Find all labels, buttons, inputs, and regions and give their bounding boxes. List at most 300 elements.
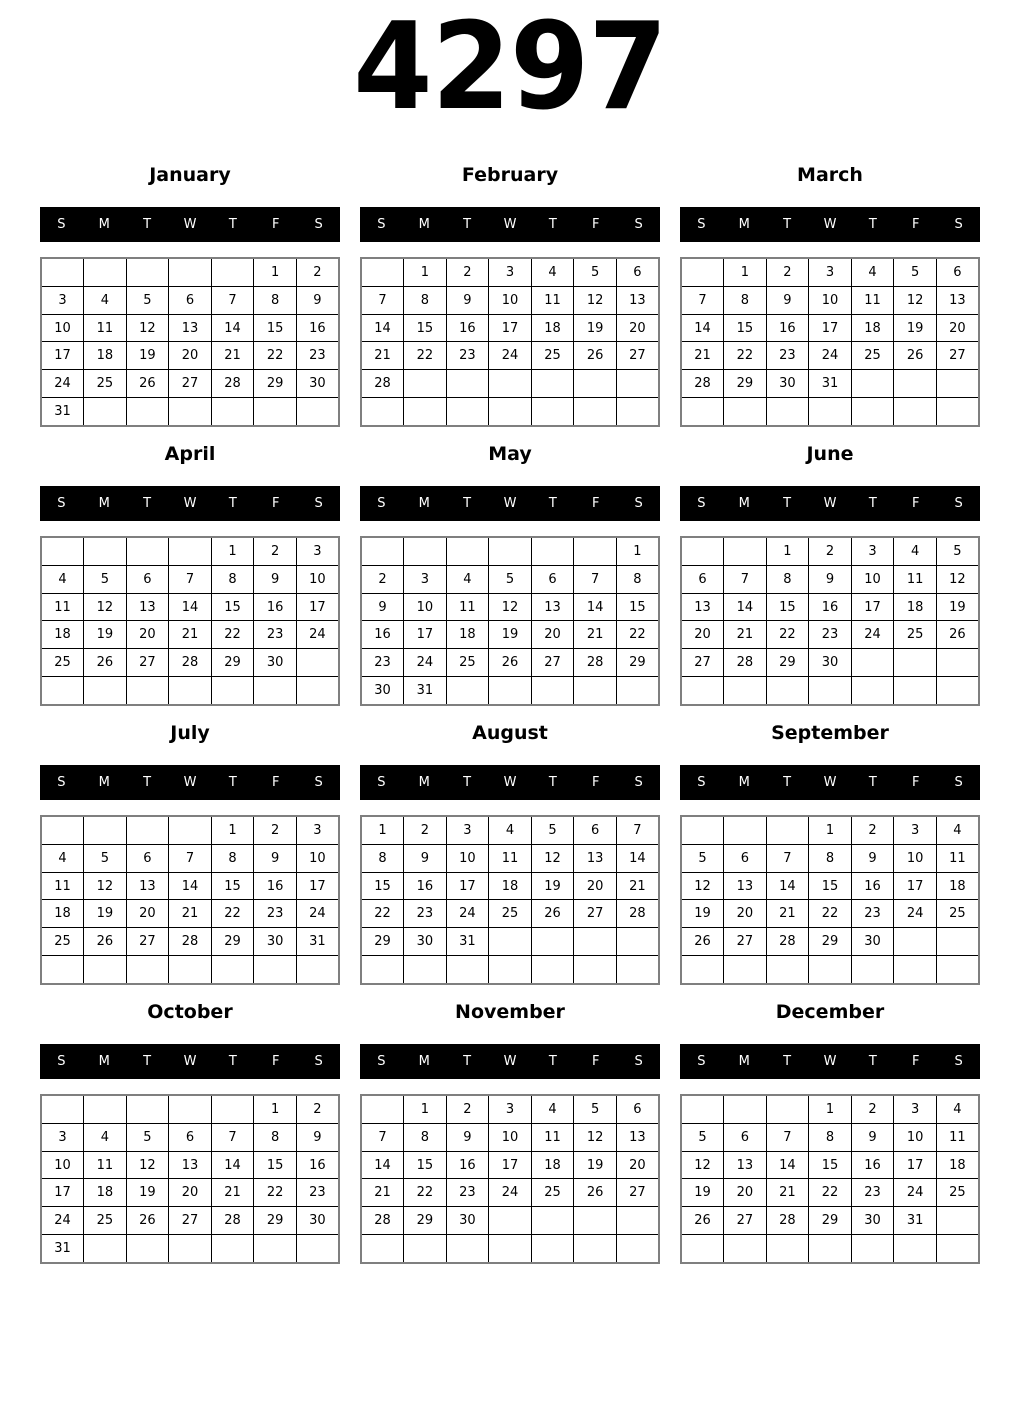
empty-day-cell <box>616 1207 659 1235</box>
day-cell: 17 <box>809 314 852 342</box>
day-cell: 2 <box>851 816 894 844</box>
weekday-label: W <box>183 1054 197 1069</box>
day-cell: 19 <box>574 314 617 342</box>
weekday-label: T <box>463 775 472 790</box>
day-cell: 25 <box>894 621 937 649</box>
week-row <box>41 258 339 286</box>
empty-day-cell <box>211 258 254 286</box>
day-cell: 4 <box>851 258 894 286</box>
day-cell: 12 <box>126 1151 169 1179</box>
weekday-label: W <box>183 496 197 511</box>
day-cell: 9 <box>254 844 297 872</box>
empty-day-cell <box>489 1207 532 1235</box>
empty-day-cell <box>531 677 574 705</box>
week-row <box>681 1151 979 1179</box>
day-cell: 7 <box>574 565 617 593</box>
weekday-label: S <box>314 496 323 511</box>
month-day-grid-body <box>361 1095 659 1263</box>
empty-day-cell <box>41 956 84 984</box>
day-cell: 5 <box>936 537 979 565</box>
day-cell: 24 <box>894 900 937 928</box>
week-row <box>41 537 339 565</box>
day-cell: 21 <box>574 621 617 649</box>
empty-day-cell <box>296 398 339 426</box>
week-row <box>361 565 659 593</box>
week-row <box>361 872 659 900</box>
day-cell: 3 <box>296 537 339 565</box>
day-cell: 31 <box>446 928 489 956</box>
week-row <box>361 342 659 370</box>
day-cell: 22 <box>211 900 254 928</box>
day-cell: 17 <box>296 872 339 900</box>
day-cell: 7 <box>211 1123 254 1151</box>
week-row <box>361 1207 659 1235</box>
month-day-grid <box>360 815 660 985</box>
day-cell: 6 <box>169 286 212 314</box>
day-cell: 3 <box>894 816 937 844</box>
weekday-label: T <box>548 775 557 790</box>
empty-day-cell <box>894 649 937 677</box>
day-cell: 29 <box>809 928 852 956</box>
day-cell: 6 <box>616 1095 659 1123</box>
day-cell: 7 <box>361 1123 404 1151</box>
week-row <box>41 370 339 398</box>
day-cell: 30 <box>851 1207 894 1235</box>
weekday-label: S <box>954 775 963 790</box>
empty-day-cell <box>446 398 489 426</box>
empty-day-cell <box>489 537 532 565</box>
day-cell: 30 <box>254 928 297 956</box>
month-day-grid-body <box>41 1095 339 1263</box>
day-cell: 17 <box>41 1179 84 1207</box>
week-row <box>361 286 659 314</box>
day-cell: 3 <box>446 816 489 844</box>
weekday-label: S <box>314 775 323 790</box>
day-cell: 4 <box>41 565 84 593</box>
weekday-label: F <box>911 496 920 511</box>
day-cell: 19 <box>574 1151 617 1179</box>
day-cell: 25 <box>489 900 532 928</box>
empty-day-cell <box>126 398 169 426</box>
day-cell: 10 <box>809 286 852 314</box>
day-cell: 23 <box>254 621 297 649</box>
day-cell: 1 <box>724 258 767 286</box>
day-cell: 25 <box>84 1207 127 1235</box>
day-cell: 7 <box>169 844 212 872</box>
day-cell: 16 <box>809 593 852 621</box>
day-cell: 30 <box>766 370 809 398</box>
day-cell: 15 <box>211 593 254 621</box>
day-cell: 20 <box>936 314 979 342</box>
empty-day-cell <box>766 398 809 426</box>
day-cell: 13 <box>531 593 574 621</box>
day-cell: 26 <box>936 621 979 649</box>
weekday-label: S <box>634 217 643 232</box>
weekday-header-row <box>360 765 660 800</box>
day-cell: 24 <box>296 621 339 649</box>
day-cell: 18 <box>41 621 84 649</box>
month-title: July <box>170 722 210 744</box>
empty-day-cell <box>296 677 339 705</box>
empty-day-cell <box>211 398 254 426</box>
day-cell: 25 <box>84 370 127 398</box>
weekday-label: S <box>634 1054 643 1069</box>
day-cell: 27 <box>936 342 979 370</box>
day-cell: 10 <box>296 565 339 593</box>
weekday-label: M <box>418 496 430 511</box>
week-row <box>681 1123 979 1151</box>
day-cell: 13 <box>574 844 617 872</box>
empty-day-cell <box>531 398 574 426</box>
day-cell: 1 <box>211 537 254 565</box>
week-row <box>41 900 339 928</box>
month-day-grid <box>680 815 980 985</box>
month-section <box>680 706 980 985</box>
day-cell: 28 <box>211 1207 254 1235</box>
week-row <box>41 1207 339 1235</box>
day-cell: 27 <box>126 649 169 677</box>
day-cell: 11 <box>41 593 84 621</box>
day-cell: 11 <box>489 844 532 872</box>
empty-day-cell <box>574 370 617 398</box>
day-cell: 4 <box>936 1095 979 1123</box>
day-cell: 18 <box>41 900 84 928</box>
day-cell: 28 <box>211 370 254 398</box>
empty-day-cell <box>894 398 937 426</box>
day-cell: 16 <box>446 314 489 342</box>
empty-day-cell <box>936 649 979 677</box>
day-cell: 20 <box>724 900 767 928</box>
week-row <box>361 677 659 705</box>
day-cell: 9 <box>446 286 489 314</box>
day-cell: 21 <box>361 342 404 370</box>
empty-day-cell <box>766 956 809 984</box>
month-day-grid-body <box>681 816 979 984</box>
day-cell: 19 <box>531 872 574 900</box>
empty-day-cell <box>126 258 169 286</box>
day-cell: 27 <box>724 928 767 956</box>
day-cell: 11 <box>84 1151 127 1179</box>
weekday-header-row <box>680 207 980 242</box>
day-cell: 26 <box>84 649 127 677</box>
day-cell: 29 <box>361 928 404 956</box>
day-cell: 1 <box>211 816 254 844</box>
empty-day-cell <box>169 956 212 984</box>
weekday-label: S <box>697 217 706 232</box>
day-cell: 11 <box>531 1123 574 1151</box>
day-cell: 31 <box>296 928 339 956</box>
empty-day-cell <box>531 928 574 956</box>
day-cell: 26 <box>574 342 617 370</box>
empty-day-cell <box>84 398 127 426</box>
day-cell: 21 <box>361 1179 404 1207</box>
empty-day-cell <box>766 677 809 705</box>
empty-day-cell <box>126 677 169 705</box>
day-cell: 15 <box>809 1151 852 1179</box>
week-row <box>681 1235 979 1263</box>
day-cell: 15 <box>361 872 404 900</box>
empty-day-cell <box>169 1235 212 1263</box>
empty-day-cell <box>41 258 84 286</box>
day-cell: 1 <box>254 1095 297 1123</box>
weekday-label: F <box>591 775 600 790</box>
empty-day-cell <box>724 1235 767 1263</box>
day-cell: 6 <box>681 565 724 593</box>
day-cell: 24 <box>404 649 447 677</box>
day-cell: 3 <box>851 537 894 565</box>
empty-day-cell <box>681 816 724 844</box>
empty-day-cell <box>126 816 169 844</box>
day-cell: 26 <box>126 1207 169 1235</box>
empty-day-cell <box>446 1235 489 1263</box>
weekday-label: M <box>418 1054 430 1069</box>
day-cell: 2 <box>446 1095 489 1123</box>
day-cell: 5 <box>84 844 127 872</box>
week-row <box>41 342 339 370</box>
empty-day-cell <box>766 1095 809 1123</box>
year-title: 4297 <box>353 0 667 137</box>
weekday-label: S <box>634 775 643 790</box>
month-day-grid <box>360 1094 660 1264</box>
week-row <box>361 314 659 342</box>
weekday-label: T <box>228 496 237 511</box>
weekday-label: T <box>143 217 152 232</box>
day-cell: 19 <box>126 1179 169 1207</box>
weekday-label: M <box>738 496 750 511</box>
day-cell: 24 <box>41 1207 84 1235</box>
weekday-label: S <box>954 1054 963 1069</box>
weekday-label: T <box>228 775 237 790</box>
day-cell: 9 <box>296 1123 339 1151</box>
day-cell: 20 <box>616 1151 659 1179</box>
empty-day-cell <box>254 1235 297 1263</box>
day-cell: 16 <box>254 593 297 621</box>
day-cell: 13 <box>126 593 169 621</box>
empty-day-cell <box>851 649 894 677</box>
day-cell: 16 <box>404 872 447 900</box>
week-row <box>361 649 659 677</box>
month-day-grid-body <box>41 258 339 426</box>
empty-day-cell <box>446 537 489 565</box>
empty-day-cell <box>531 1235 574 1263</box>
day-cell: 8 <box>404 1123 447 1151</box>
week-row <box>361 956 659 984</box>
month-day-grid <box>360 536 660 706</box>
empty-day-cell <box>531 370 574 398</box>
empty-day-cell <box>84 1095 127 1123</box>
day-cell: 21 <box>169 900 212 928</box>
day-cell: 3 <box>41 1123 84 1151</box>
day-cell: 30 <box>361 677 404 705</box>
empty-day-cell <box>404 398 447 426</box>
day-cell: 18 <box>851 314 894 342</box>
month-section <box>680 148 980 427</box>
weekday-label: T <box>783 1054 792 1069</box>
day-cell: 23 <box>851 900 894 928</box>
day-cell: 25 <box>41 649 84 677</box>
month-title: September <box>771 722 889 744</box>
day-cell: 3 <box>894 1095 937 1123</box>
day-cell: 13 <box>169 314 212 342</box>
day-cell: 15 <box>404 314 447 342</box>
day-cell: 2 <box>404 816 447 844</box>
day-cell: 16 <box>446 1151 489 1179</box>
day-cell: 27 <box>616 342 659 370</box>
day-cell: 25 <box>531 342 574 370</box>
day-cell: 4 <box>84 286 127 314</box>
weekday-label: S <box>57 775 66 790</box>
weekday-label: M <box>738 775 750 790</box>
empty-day-cell <box>936 677 979 705</box>
day-cell: 6 <box>724 1123 767 1151</box>
week-row <box>361 621 659 649</box>
day-cell: 12 <box>574 1123 617 1151</box>
day-cell: 10 <box>489 1123 532 1151</box>
month-day-grid <box>360 257 660 427</box>
empty-day-cell <box>41 537 84 565</box>
day-cell: 20 <box>126 900 169 928</box>
week-row <box>41 649 339 677</box>
day-cell: 27 <box>616 1179 659 1207</box>
day-cell: 12 <box>681 1151 724 1179</box>
weekday-label: W <box>503 775 517 790</box>
empty-day-cell <box>211 1235 254 1263</box>
weekday-label: M <box>98 775 110 790</box>
day-cell: 18 <box>84 1179 127 1207</box>
empty-day-cell <box>766 816 809 844</box>
day-cell: 11 <box>936 1123 979 1151</box>
empty-day-cell <box>809 1235 852 1263</box>
weekday-label: F <box>911 217 920 232</box>
day-cell: 18 <box>531 314 574 342</box>
empty-day-cell <box>809 677 852 705</box>
month-section <box>40 985 340 1264</box>
weekday-label: F <box>591 217 600 232</box>
week-row <box>361 258 659 286</box>
weekday-label: W <box>503 217 517 232</box>
empty-day-cell <box>681 677 724 705</box>
week-row <box>361 1235 659 1263</box>
day-cell: 7 <box>724 565 767 593</box>
week-row <box>361 816 659 844</box>
day-cell: 11 <box>41 872 84 900</box>
month-title: May <box>488 443 532 465</box>
empty-day-cell <box>446 677 489 705</box>
day-cell: 28 <box>681 370 724 398</box>
month-title: January <box>149 164 231 186</box>
day-cell: 11 <box>936 844 979 872</box>
empty-day-cell <box>489 956 532 984</box>
weekday-label: T <box>783 217 792 232</box>
day-cell: 22 <box>361 900 404 928</box>
week-row <box>41 956 339 984</box>
month-day-grid <box>40 1094 340 1264</box>
day-cell: 18 <box>936 1151 979 1179</box>
day-cell: 3 <box>489 1095 532 1123</box>
day-cell: 2 <box>254 537 297 565</box>
empty-day-cell <box>766 1235 809 1263</box>
weekday-label: T <box>143 496 152 511</box>
day-cell: 29 <box>616 649 659 677</box>
empty-day-cell <box>616 928 659 956</box>
week-row <box>681 593 979 621</box>
week-row <box>41 314 339 342</box>
month-day-grid <box>680 536 980 706</box>
weekday-label: W <box>183 217 197 232</box>
month-section <box>360 148 660 427</box>
empty-day-cell <box>574 1207 617 1235</box>
week-row <box>361 928 659 956</box>
weekday-label: T <box>228 1054 237 1069</box>
month-day-grid <box>40 257 340 427</box>
empty-day-cell <box>574 537 617 565</box>
day-cell: 21 <box>766 1179 809 1207</box>
week-row <box>361 1123 659 1151</box>
day-cell: 19 <box>681 900 724 928</box>
day-cell: 28 <box>169 649 212 677</box>
week-row <box>41 816 339 844</box>
empty-day-cell <box>41 677 84 705</box>
empty-day-cell <box>724 398 767 426</box>
day-cell: 23 <box>361 649 404 677</box>
month-title: April <box>164 443 216 465</box>
weekday-label: F <box>591 496 600 511</box>
day-cell: 6 <box>126 565 169 593</box>
day-cell: 2 <box>851 1095 894 1123</box>
day-cell: 24 <box>809 342 852 370</box>
day-cell: 24 <box>489 1179 532 1207</box>
week-row <box>361 1151 659 1179</box>
week-row <box>361 398 659 426</box>
day-cell: 20 <box>574 872 617 900</box>
day-cell: 1 <box>404 1095 447 1123</box>
day-cell: 15 <box>254 1151 297 1179</box>
day-cell: 1 <box>766 537 809 565</box>
empty-day-cell <box>211 677 254 705</box>
weekday-header-row <box>360 486 660 521</box>
empty-day-cell <box>254 677 297 705</box>
day-cell: 5 <box>126 286 169 314</box>
day-cell: 2 <box>809 537 852 565</box>
day-cell: 1 <box>809 1095 852 1123</box>
empty-day-cell <box>404 537 447 565</box>
day-cell: 20 <box>531 621 574 649</box>
day-cell: 21 <box>169 621 212 649</box>
day-cell: 22 <box>254 342 297 370</box>
day-cell: 4 <box>489 816 532 844</box>
empty-day-cell <box>616 956 659 984</box>
day-cell: 20 <box>126 621 169 649</box>
day-cell: 17 <box>41 342 84 370</box>
day-cell: 15 <box>254 314 297 342</box>
day-cell: 11 <box>894 565 937 593</box>
month-section <box>40 706 340 985</box>
empty-day-cell <box>681 398 724 426</box>
weekday-label: T <box>143 775 152 790</box>
empty-day-cell <box>211 956 254 984</box>
empty-day-cell <box>724 956 767 984</box>
day-cell: 24 <box>41 370 84 398</box>
week-row <box>41 1123 339 1151</box>
empty-day-cell <box>681 537 724 565</box>
day-cell: 1 <box>809 816 852 844</box>
month-day-grid-body <box>361 258 659 426</box>
day-cell: 18 <box>446 621 489 649</box>
empty-day-cell <box>851 1235 894 1263</box>
empty-day-cell <box>126 956 169 984</box>
day-cell: 19 <box>681 1179 724 1207</box>
empty-day-cell <box>254 398 297 426</box>
